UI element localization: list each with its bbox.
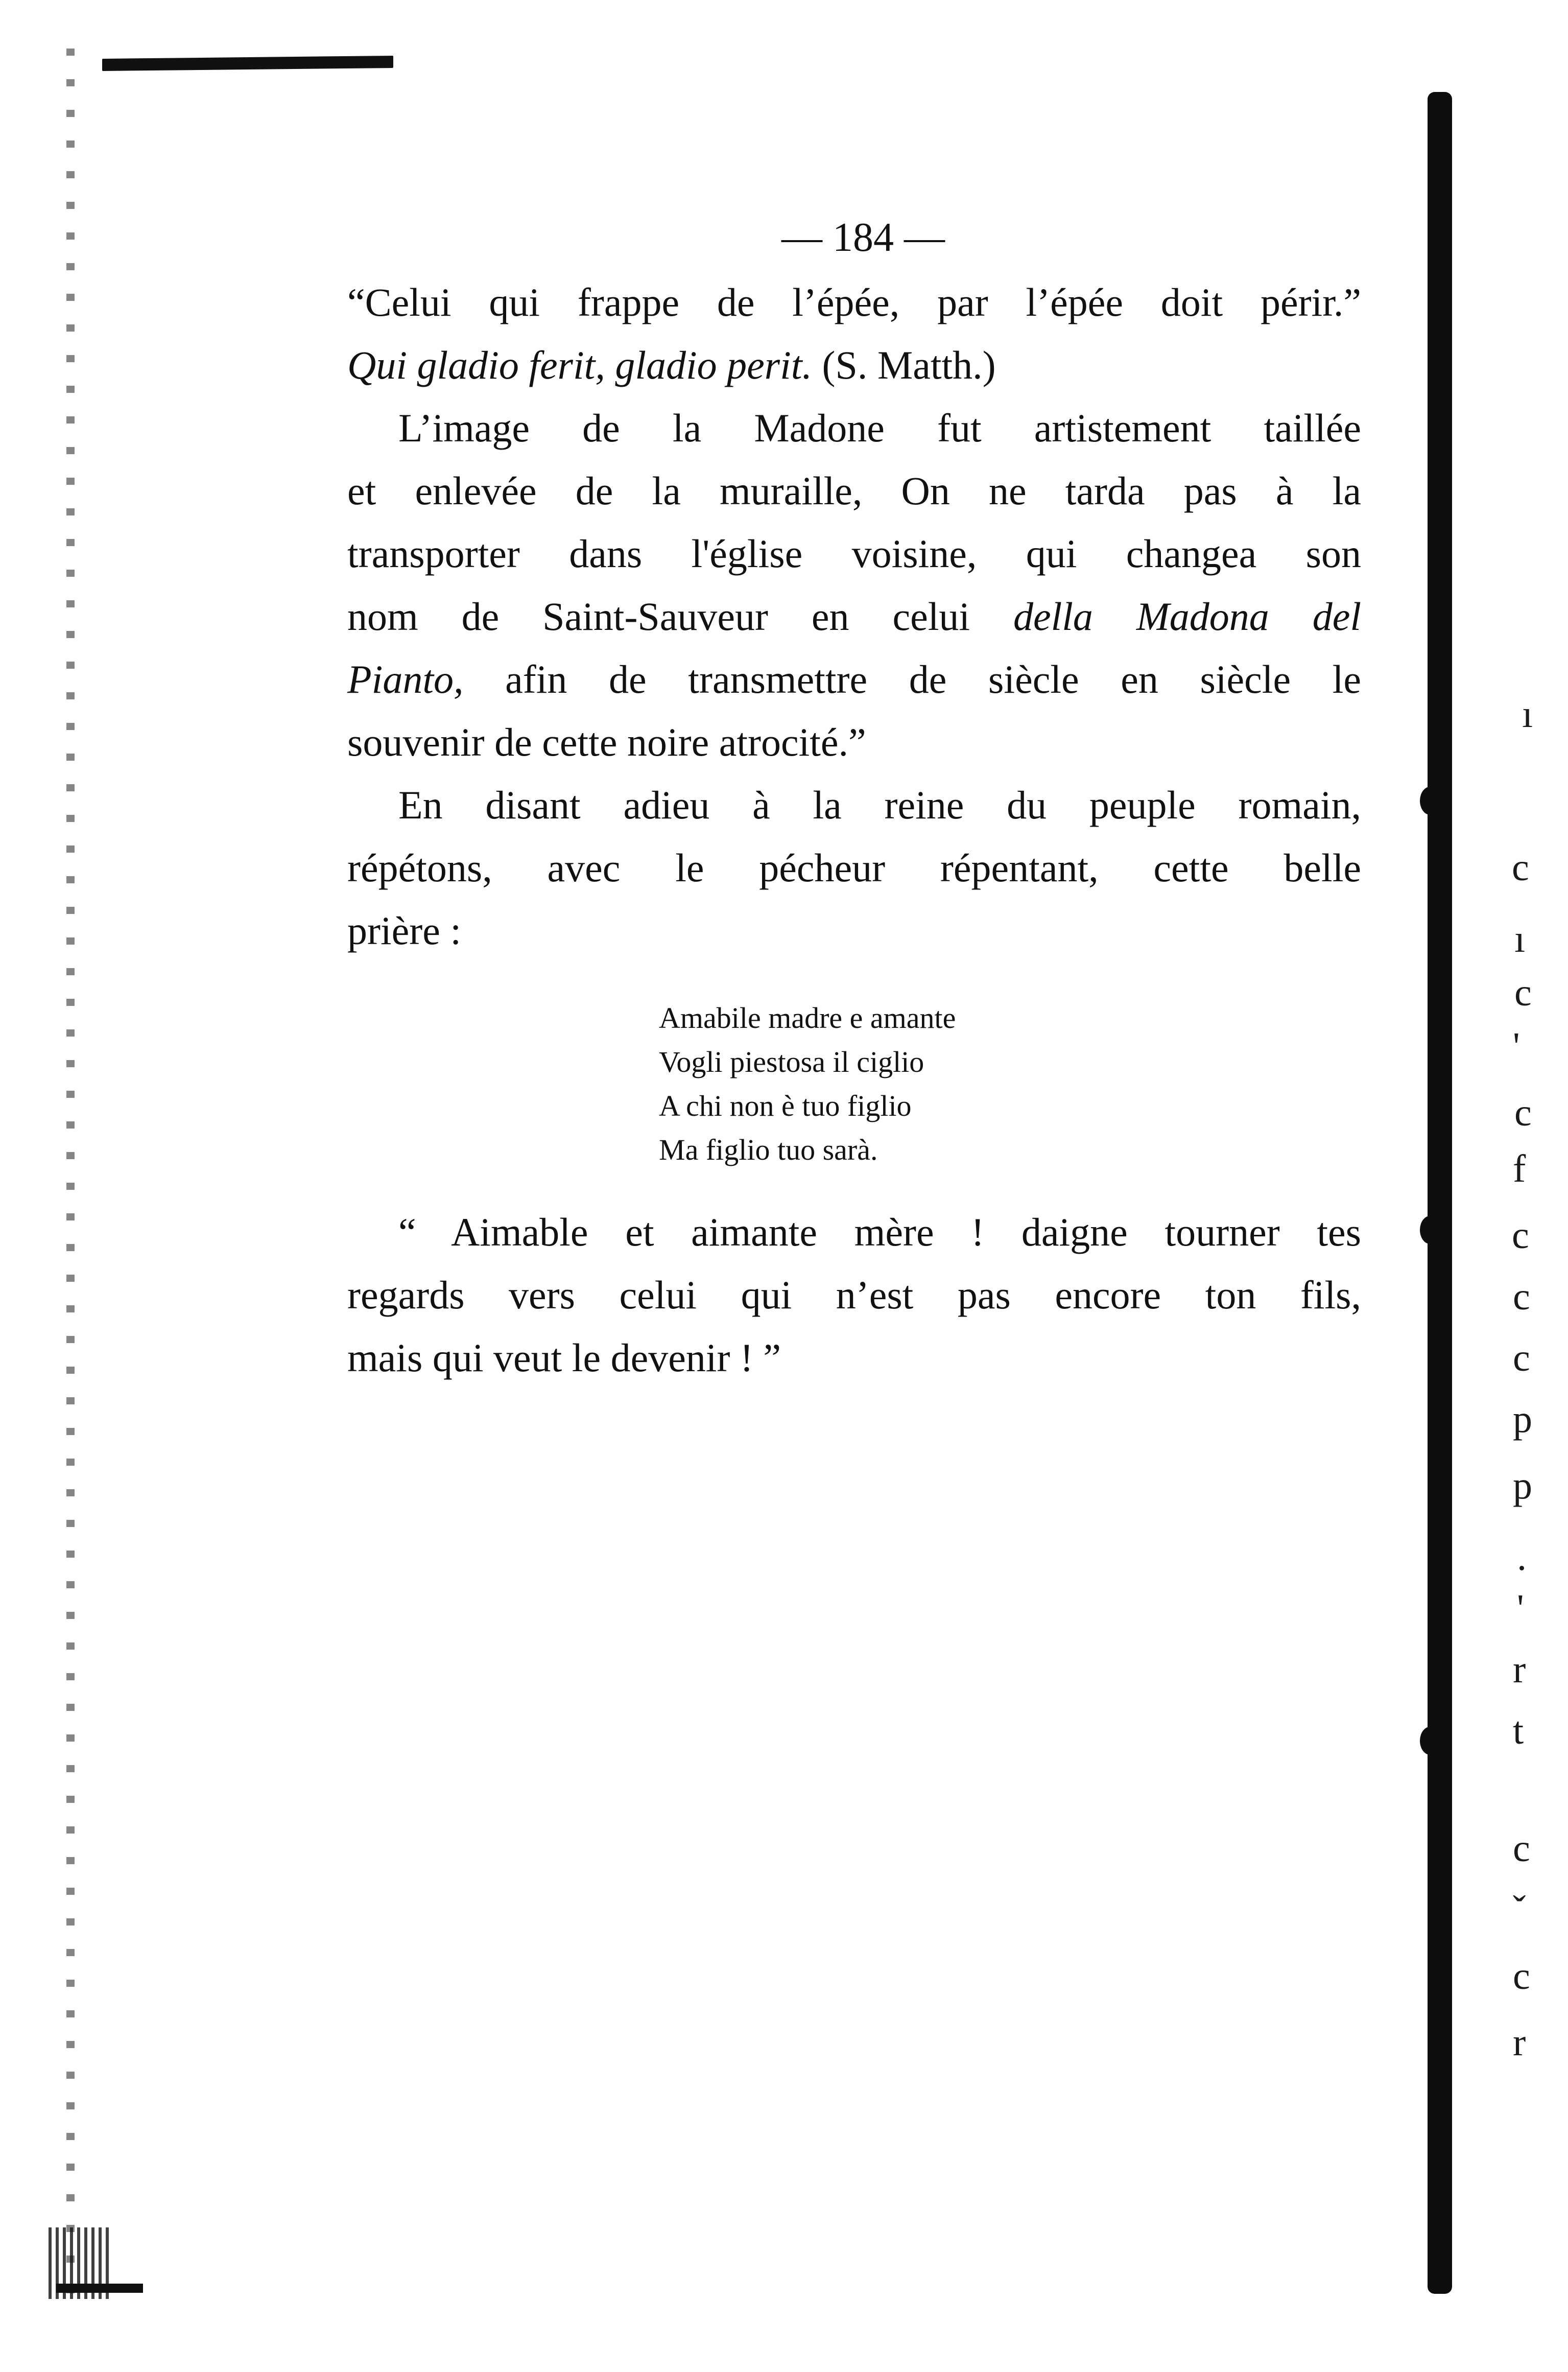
poem-line: Ma figlio tuo sarà.: [659, 1133, 878, 1166]
bleed-through-glyph: c: [1513, 1827, 1530, 1870]
text-block-upper: [347, 271, 1361, 962]
scan-artifact-bottom: [56, 2284, 143, 2293]
text-line: regards vers celui qui n’est pas encore ton fils,: [347, 1273, 1361, 1317]
binding-notch: [1420, 1727, 1440, 1755]
text-line: souvenir de cette noire atrocité.”: [347, 720, 866, 764]
bleed-through-glyph: c: [1514, 1091, 1532, 1134]
text-line: répétons, avec le pécheur répentant, cette belle: [347, 846, 1361, 890]
bleed-through-glyph: c: [1512, 846, 1529, 889]
bleed-through-glyph: r: [1513, 2021, 1526, 2064]
bleed-through-glyph: .: [1517, 1536, 1527, 1579]
text-italic: Pianto,: [347, 657, 464, 701]
text-plain: afin de transmettre de siècle en siècle le: [463, 657, 1361, 701]
page-number: — 184 —: [781, 215, 945, 260]
text-line: [347, 585, 1361, 648]
scan-artifact-left-edge: [66, 49, 75, 2296]
bleed-through-glyph: f: [1513, 1147, 1526, 1190]
text-line: prière :: [347, 908, 462, 953]
citation: (S. Matth.): [812, 343, 996, 387]
text-line: “Celui qui frappe de l’épée, par l’épée doit périr.”: [347, 280, 1361, 324]
bleed-through-glyph: t: [1513, 1709, 1524, 1752]
latin-quote: Qui gladio ferit, gladio perit.: [347, 343, 812, 387]
binding-shadow: [1428, 92, 1452, 2294]
poem-line: Vogli piestosa il ciglio: [659, 1045, 924, 1078]
binding-notch: [1420, 1216, 1440, 1244]
bleed-through-glyph: ı: [1514, 918, 1526, 960]
poem-block: [659, 996, 1119, 1172]
poem-line: Amabile madre e amante: [659, 1001, 956, 1035]
bleed-through-glyph: c: [1513, 1336, 1530, 1379]
bleed-through-glyph: r: [1513, 1648, 1526, 1691]
bleed-through-glyph: p: [1513, 1398, 1532, 1441]
text-line: transporter dans l'église voisine, qui changea son: [347, 531, 1361, 576]
text-line: En disant adieu à la reine du peuple romain,: [398, 783, 1361, 827]
bleed-through-glyph: c: [1512, 1214, 1529, 1257]
bleed-through-glyph: p: [1513, 1464, 1532, 1507]
binding-notch: [1420, 787, 1440, 815]
bleed-through-glyph: ': [1517, 1587, 1524, 1630]
text-line: L’image de la Madone fut artistement taillée: [398, 406, 1361, 450]
text-line: et enlevée de la muraille, On ne tarda pas à la: [347, 468, 1361, 513]
bleed-through-glyph: c: [1513, 1275, 1530, 1318]
bleed-through-glyph: ı: [1522, 693, 1533, 736]
text-plain: nom de Saint-Sauveur en celui: [347, 594, 1013, 639]
bleed-through-glyph: ': [1513, 1025, 1520, 1068]
bleed-through-glyph: ˇ: [1513, 1888, 1526, 1931]
text-line: mais qui veut le devenir ! ”: [347, 1335, 781, 1380]
bleed-through-glyph: c: [1513, 1955, 1530, 1998]
text-line: “ Aimable et aimante mère ! daigne tourner tes: [398, 1210, 1361, 1254]
text-line: [347, 648, 1361, 711]
scan-artifact-top: [102, 56, 393, 71]
bleed-through-glyph: c: [1514, 971, 1532, 1014]
poem-line: A chi non è tuo figlio: [659, 1089, 912, 1122]
text-line: [347, 334, 1361, 396]
text-italic: della Madona del: [1013, 594, 1361, 639]
text-block-lower: [347, 1201, 1361, 1389]
